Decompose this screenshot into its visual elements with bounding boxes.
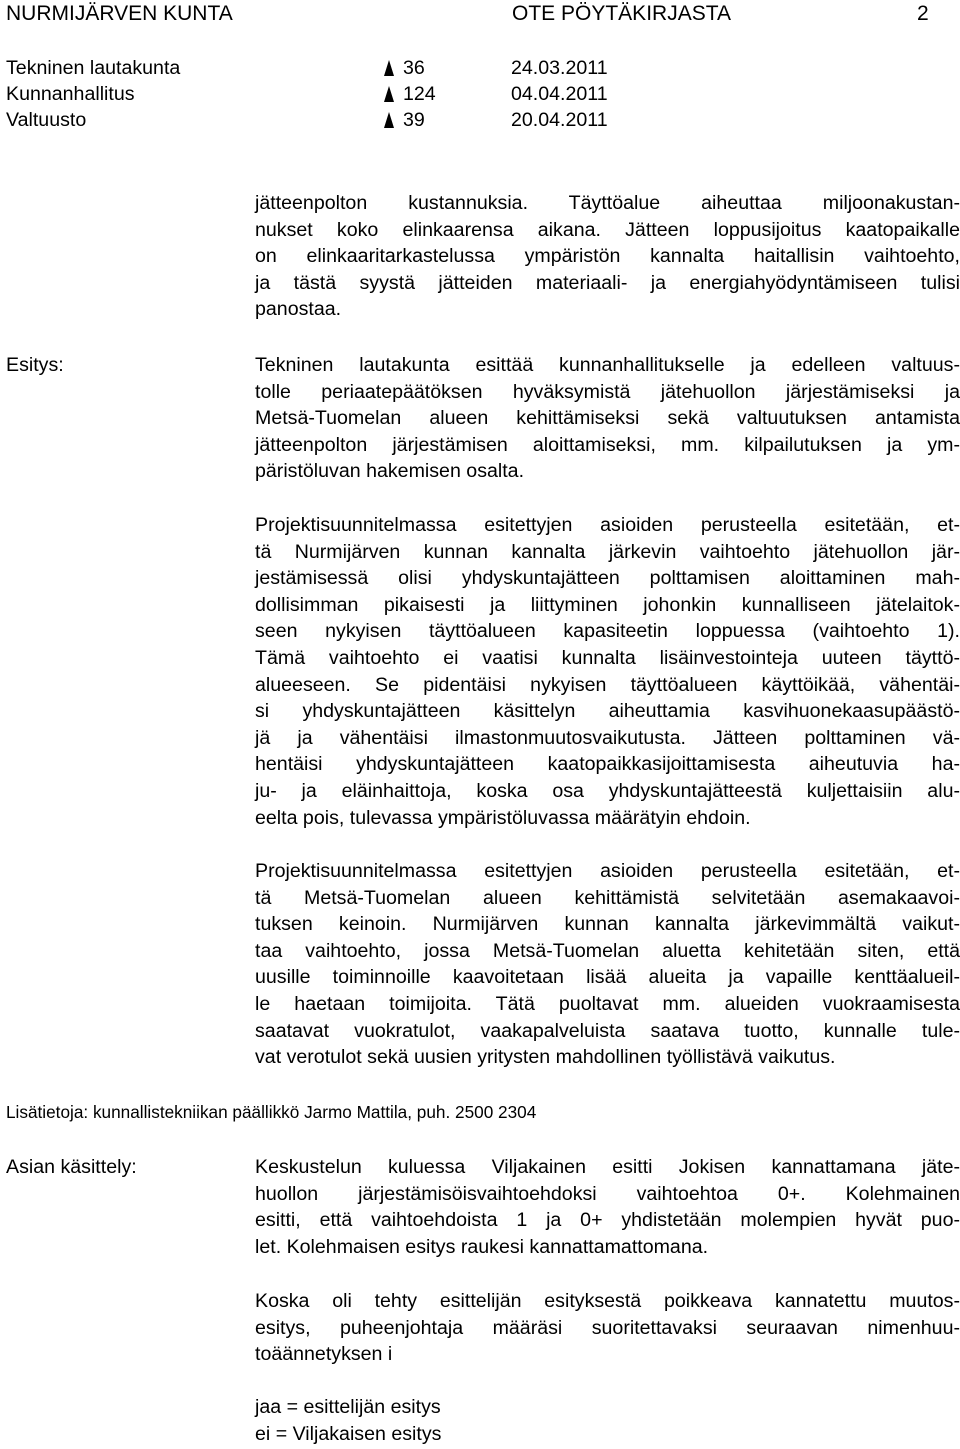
text-line: Metsä-Tuomelan alueen kehittämiseksi sekä valtuutuksen antamista bbox=[255, 407, 960, 430]
text-line: alueeseen. Se pidentäisi nykyisen täyttöalueen käyttöikää, vähentäi- bbox=[255, 673, 960, 696]
meeting-row bbox=[6, 56, 706, 80]
esitys-paragraph bbox=[255, 352, 960, 485]
text-line: vat verotulot sekä uusien yritysten mahdollinen työllistävä vaikutus. bbox=[255, 1046, 836, 1069]
page-number: 2 bbox=[917, 2, 929, 25]
text-line: huollon järjestämisöisvaihtoehdoksi vaihtoehtoa 0+. Kolehmainen bbox=[255, 1182, 960, 1205]
intro-paragraph bbox=[255, 190, 960, 323]
text-line: si yhdyskuntajätteen käsittelyn aiheuttamia kasvihuonekaasupäästö- bbox=[255, 700, 960, 723]
text-line: Projektisuunnitelmassa esitettyjen asioiden perusteella esitetään, et- bbox=[255, 860, 960, 882]
text-line: toäännetyksen i bbox=[255, 1343, 393, 1366]
text-line: hentäisi yhdyskuntajätteen kaatopaikkasijoittamisesta aiheutuvia ha- bbox=[255, 753, 960, 776]
meeting-row bbox=[6, 108, 706, 132]
text-line: taa vaihtoehto, jossa Metsä-Tuomelan aluetta kehitetään siten, että bbox=[255, 939, 960, 962]
meeting-date: 20.04.2011 bbox=[511, 109, 608, 131]
text-line: ju- ja eläinhaittoja, koska osa yhdyskuntajätteestä kuljettaisiin alu- bbox=[255, 779, 960, 802]
text-line: jä ja vähentäisi ilmastonmuutosvaikutusta. Jätteen polttaminen vä- bbox=[255, 726, 960, 749]
text-line: ja tästä syystä jätteiden materiaali- ja energiahyödyntämiseen tulisi bbox=[255, 271, 960, 294]
esitys-paragraph bbox=[255, 512, 960, 831]
kasittely-paragraph bbox=[255, 1288, 960, 1368]
paragraph-mark-icon bbox=[384, 60, 394, 76]
meeting-body: Valtuusto bbox=[6, 109, 87, 131]
kasittely-paragraph bbox=[255, 1154, 960, 1260]
document-type: OTE PÖYTÄKIRJASTA bbox=[512, 2, 731, 25]
text-line: le haetaan toimijoita. Tätä puoltavat mm. alueiden vuokraamisesta bbox=[255, 992, 960, 1015]
text-line: let. Kolehmaisen esitys raukesi kannattamattomana. bbox=[255, 1235, 709, 1258]
text-line: tuksen keinoin. Nurmijärven kunnan kannalta järkevimmältä vaikut- bbox=[255, 913, 960, 936]
vote-options bbox=[255, 1394, 960, 1447]
text-line: uusille toiminnoille kaavoitetaan lisää alueita ja vapaille kenttäalueil- bbox=[255, 966, 960, 989]
esitys-label: Esitys: bbox=[6, 354, 64, 376]
text-line: dollisimman pikaisesti ja liittyminen johonkin kunnalliseen jätelaitok- bbox=[255, 593, 960, 616]
text-line: seen nykyisen täyttöalueen kapasiteetin loppuessa (vaihtoehto 1). bbox=[255, 620, 960, 643]
meeting-row bbox=[6, 82, 706, 106]
text-line: esitti, että vaihtoehdoista 1 ja 0+ yhdistetään molempien hyvät puo- bbox=[255, 1209, 960, 1232]
meeting-section: 36 bbox=[403, 57, 425, 79]
meeting-date: 04.04.2011 bbox=[511, 83, 608, 105]
paragraph-mark-icon bbox=[384, 112, 394, 128]
paragraph-mark-icon bbox=[384, 86, 394, 102]
organization-name: NURMIJÄRVEN KUNTA bbox=[6, 2, 233, 25]
text-line: esitys, puheenjohtaja määräsi suoritettavaksi seuraavan nimenhuu- bbox=[255, 1316, 960, 1339]
text-line: eelta pois, tulevassa ympäristöluvassa määrätyin ehdoin. bbox=[255, 806, 751, 829]
text-line: nukset koko elinkaarensa aikana. Jätteen loppusijoitus kaatopaikalle bbox=[255, 218, 960, 241]
text-line: jätteenpolton järjestämisen aloittamiseksi, mm. kilpailutuksen ja ym- bbox=[255, 433, 960, 456]
vote-option-no: ei = Viljakaisen esitys bbox=[255, 1422, 442, 1445]
text-line: Projektisuunnitelmassa esitettyjen asioiden perusteella esitetään, et- bbox=[255, 514, 960, 536]
text-line: tä Metsä-Tuomelan alueen kehittämistä selvitetään asemakaavoi- bbox=[255, 886, 960, 909]
meeting-body: Kunnanhallitus bbox=[6, 83, 135, 105]
additional-info: Lisätietoja: kunnallistekniikan päällikkö Jarmo Mattila, puh. 2500 2304 bbox=[6, 1102, 537, 1122]
text-line: Tämä vaihtoehto ei vaatisi kunnalta lisäinvestointeja uuteen täyttö- bbox=[255, 646, 960, 669]
text-line: päristöluvan hakemisen osalta. bbox=[255, 460, 525, 483]
text-line: Tekninen lautakunta esittää kunnanhallitukselle ja edelleen valtuus- bbox=[255, 354, 960, 376]
text-line: Keskustelun kuluessa Viljakainen esitti Jokisen kannattamana jäte- bbox=[255, 1156, 960, 1178]
text-line: panostaa. bbox=[255, 298, 342, 321]
vote-option-yes: jaa = esittelijän esitys bbox=[255, 1396, 441, 1418]
text-line: tolle periaatepäätöksen hyväksymistä jätehuollon järjestämiseksi ja bbox=[255, 380, 960, 403]
text-line: saatavat vuokratulot, vaakapalveluista saatava tuotto, kunnalle tule- bbox=[255, 1019, 960, 1042]
text-line: Koska oli tehty esittelijän esityksestä poikkeava kannatettu muutos- bbox=[255, 1290, 960, 1312]
meeting-section: 39 bbox=[403, 109, 425, 131]
text-line: on elinkaaritarkastelussa ympäristön kannalta haitallisin vaihtoehto, bbox=[255, 245, 960, 268]
meeting-section: 124 bbox=[403, 83, 436, 105]
text-line: jätteenpolton kustannuksia. Täyttöalue aiheuttaa miljoonakustan- bbox=[255, 192, 960, 214]
esitys-paragraph bbox=[255, 858, 960, 1071]
text-line: tä Nurmijärven kunnan kannalta järkevin vaihtoehto jätehuollon jär- bbox=[255, 540, 960, 563]
text-line: jestämisessä olisi yhdyskuntajätteen polttamisen aloittaminen mah- bbox=[255, 567, 960, 590]
meeting-body: Tekninen lautakunta bbox=[6, 57, 181, 79]
asian-kasittely-label: Asian käsittely: bbox=[6, 1156, 137, 1178]
meeting-date: 24.03.2011 bbox=[511, 57, 608, 79]
